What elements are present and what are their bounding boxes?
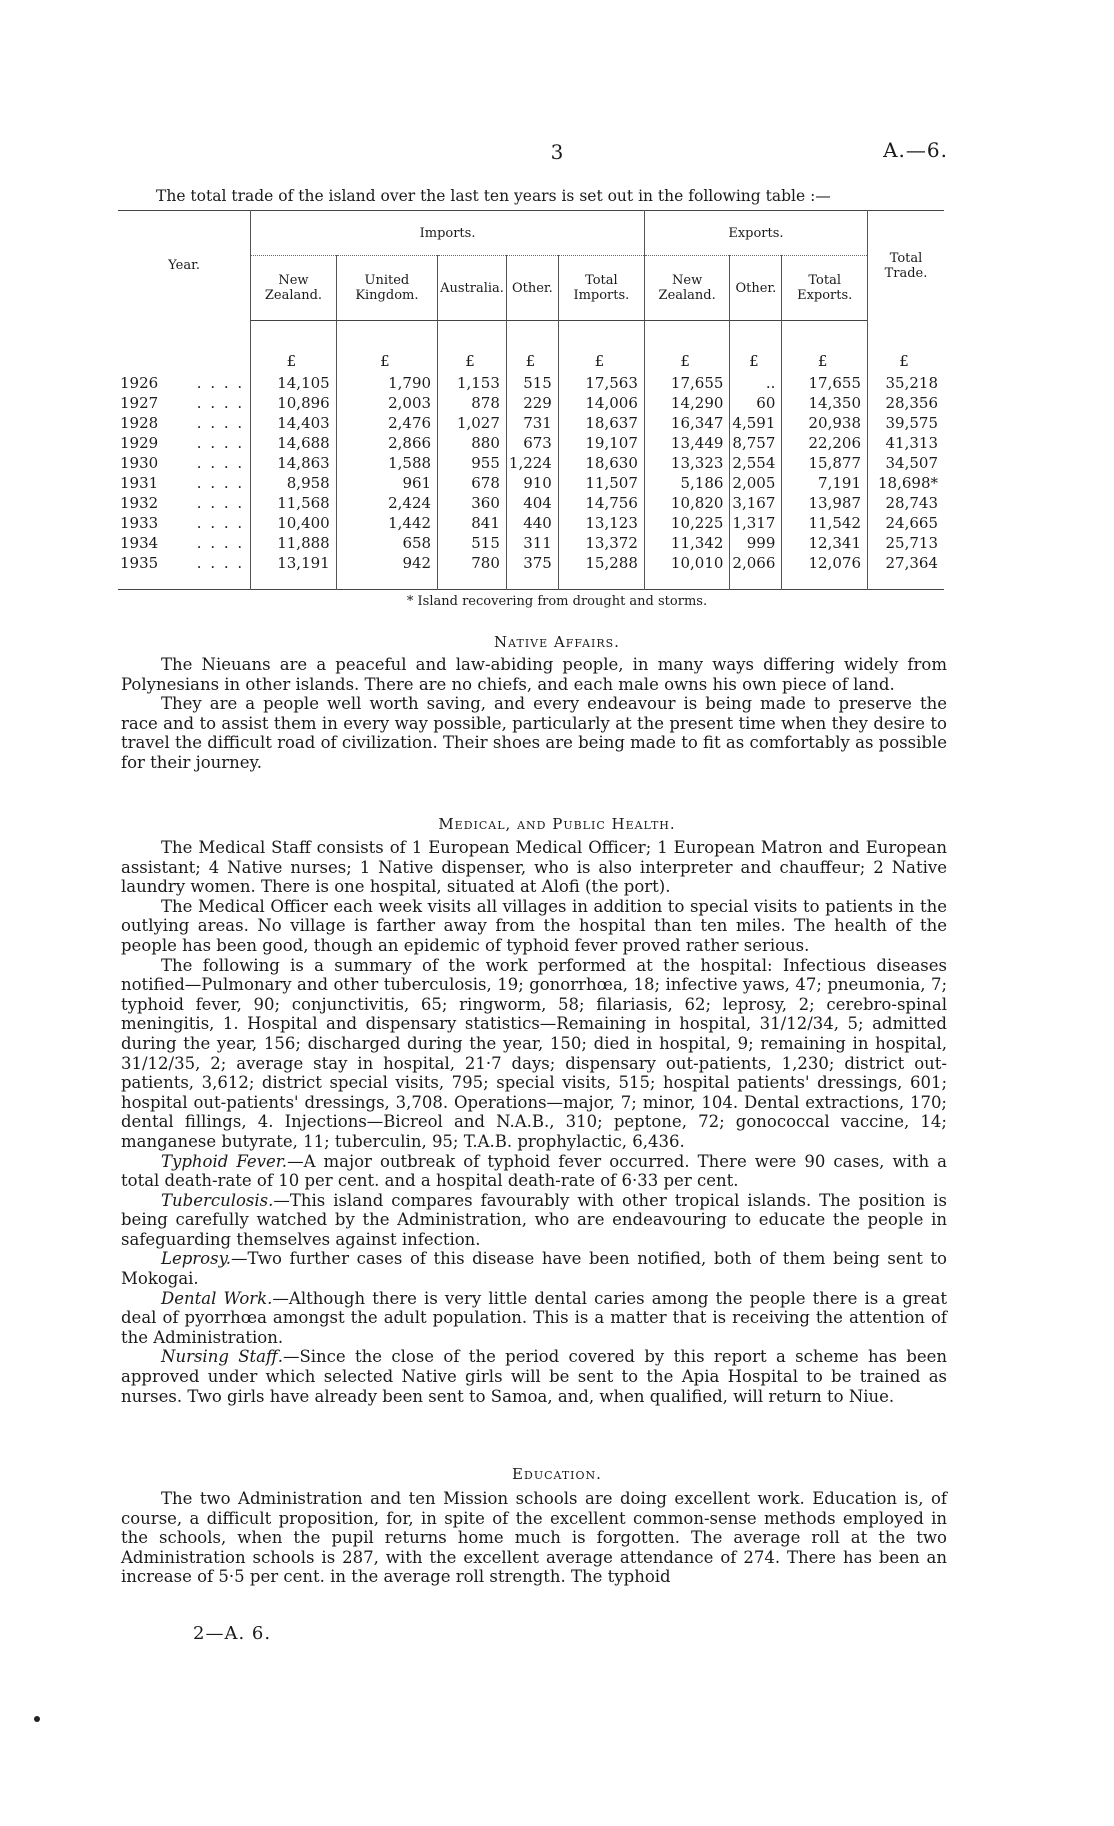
table-cell: 10,010 (644, 553, 730, 590)
table-cell: 27,364 (868, 553, 945, 590)
sub-header: Total Exports. (782, 256, 868, 321)
table-footnote: * Island recovering from drought and storms. (406, 594, 708, 609)
year-value: 1934 (120, 534, 159, 552)
table-cell: 12,341 (782, 533, 868, 553)
year-value: 1933 (120, 514, 159, 532)
table-cell: 999 (730, 533, 782, 553)
table-cell: 60 (730, 393, 782, 413)
table-row (118, 433, 944, 453)
table-cell: 14,105 (251, 373, 337, 393)
table-cell: 11,507 (558, 473, 644, 493)
year-cell (118, 433, 251, 453)
leader-dots: . . . . (196, 454, 245, 472)
sub-header: New Zealand. (644, 256, 730, 321)
leader-dots: . . . . (196, 514, 245, 532)
table-cell: 12,076 (782, 553, 868, 590)
table-cell: 8,757 (730, 433, 782, 453)
table-cell: 14,006 (558, 393, 644, 413)
leader-dots: . . . . (196, 474, 245, 492)
currency-cell: £ (644, 321, 730, 374)
table-cell: .. (730, 373, 782, 393)
table-cell: 658 (336, 533, 437, 553)
paragraph: The Nieuans are a peaceful and law-abiding people, in many ways differing widely from Polynesians in other islands. There are no chiefs, and each male owns his own piece of land. (121, 655, 947, 694)
medical-section (121, 838, 947, 1406)
table-cell: 14,756 (558, 493, 644, 513)
table-cell: 942 (336, 553, 437, 590)
group-exports: Exports. (644, 211, 867, 256)
table-cell: 4,591 (730, 413, 782, 433)
table-cell: 1,027 (438, 413, 507, 433)
table-cell: 780 (438, 553, 507, 590)
table-row (118, 533, 944, 553)
year-cell (118, 493, 251, 513)
currency-cell: £ (558, 321, 644, 374)
table-cell: 15,288 (558, 553, 644, 590)
paragraph-leprosy (121, 1249, 947, 1288)
table-cell: 5,186 (644, 473, 730, 493)
paragraph: The two Administration and ten Mission schools are doing excellent work. Education is, of course, a difficult proposition, for, in spite of the excellent common-sense methods employed in the schools, when the pupil returns home much is forgotten. The average roll at the two Administration schools is 287, with the excellent average attendance of 274. There has been an increase of 5·5 per cent. in the average roll strength. The typhoid (121, 1489, 947, 1587)
table-intro: The total trade of the island over the last ten years is set out in the following table :— (156, 187, 831, 205)
year-cell (118, 513, 251, 533)
table-cell: 311 (506, 533, 558, 553)
table-cell: 841 (438, 513, 507, 533)
table-cell: 11,888 (251, 533, 337, 553)
year-value: 1935 (120, 554, 159, 572)
table-cell: 18,637 (558, 413, 644, 433)
page-signature: 2—A. 6. (193, 1623, 272, 1644)
currency-cell: £ (730, 321, 782, 374)
table-cell: 10,225 (644, 513, 730, 533)
paragraph-typhoid (121, 1152, 947, 1191)
table-cell: 34,507 (868, 453, 945, 473)
table-cell: 13,987 (782, 493, 868, 513)
table-cell: 10,400 (251, 513, 337, 533)
table-cell: 13,191 (251, 553, 337, 590)
table-cell: 3,167 (730, 493, 782, 513)
education-section (121, 1489, 947, 1587)
year-value: 1931 (120, 474, 159, 492)
label-tuberculosis: Tuberculosis. (161, 1190, 274, 1210)
table-row (118, 513, 944, 533)
table-cell: 961 (336, 473, 437, 493)
leader-dots: . . . . (196, 434, 245, 452)
table-cell: 1,224 (506, 453, 558, 473)
blank-cell (118, 321, 251, 374)
col-year: Year. (168, 258, 200, 274)
table-cell: 14,350 (782, 393, 868, 413)
table-cell: 25,713 (868, 533, 945, 553)
year-value: 1932 (120, 494, 159, 512)
table-cell: 731 (506, 413, 558, 433)
table-cell: 28,743 (868, 493, 945, 513)
year-cell (118, 373, 251, 393)
table-cell: 15,877 (782, 453, 868, 473)
table-cell: 1,153 (438, 373, 507, 393)
table-cell: 2,003 (336, 393, 437, 413)
currency-cell: £ (868, 321, 945, 374)
table-cell: 10,820 (644, 493, 730, 513)
table-cell: 910 (506, 473, 558, 493)
table-cell: 678 (438, 473, 507, 493)
table-cell: 14,403 (251, 413, 337, 433)
paragraph-tuberculosis (121, 1191, 947, 1250)
table-cell: 229 (506, 393, 558, 413)
table-cell: 17,563 (558, 373, 644, 393)
sub-header: Other. (506, 256, 558, 321)
table-cell: 2,424 (336, 493, 437, 513)
table-cell: 14,863 (251, 453, 337, 473)
table-cell: 20,938 (782, 413, 868, 433)
table-cell: 13,123 (558, 513, 644, 533)
paragraph-dental (121, 1289, 947, 1348)
table-row (118, 493, 944, 513)
table-cell: 11,342 (644, 533, 730, 553)
table-cell: 1,588 (336, 453, 437, 473)
label-leprosy: Leprosy. (161, 1249, 231, 1269)
leader-dots: . . . . (196, 394, 245, 412)
year-cell (118, 413, 251, 433)
table-cell: 17,655 (644, 373, 730, 393)
leader-dots: . . . . (196, 374, 245, 392)
col-total-trade: Total Trade. (868, 211, 945, 321)
label-dental: Dental Work. (161, 1288, 273, 1308)
table-cell: 440 (506, 513, 558, 533)
table-cell: 515 (438, 533, 507, 553)
sub-header: Other. (730, 256, 782, 321)
table-cell: 24,665 (868, 513, 945, 533)
text-tuberculosis: —This island compares favourably with other tropical islands. The position is being carefully watched by the Administration, who are endeavouring to educate the people in safeguarding themselves against infection. (121, 1190, 947, 1249)
table-cell: 515 (506, 373, 558, 393)
paragraph: They are a people well worth saving, and every endeavour is being made to preserve the race and to assist them in every way possible, particularly at the present time when they desire to travel the difficult road of civilization. Their shoes are being made to fit as comfortably as possible for their journey. (121, 694, 947, 772)
sub-header: United Kingdom. (336, 256, 437, 321)
table-cell: 14,290 (644, 393, 730, 413)
table-row (118, 473, 944, 493)
leader-dots: . . . . (196, 534, 245, 552)
label-typhoid: Typhoid Fever. (161, 1151, 288, 1171)
table-cell: 955 (438, 453, 507, 473)
group-imports: Imports. (251, 211, 645, 256)
table-cell: 2,476 (336, 413, 437, 433)
table-cell: 41,313 (868, 433, 945, 453)
table-cell: 375 (506, 553, 558, 590)
currency-cell: £ (336, 321, 437, 374)
currency-row (118, 321, 944, 374)
table-cell: 22,206 (782, 433, 868, 453)
table-cell: 18,630 (558, 453, 644, 473)
table-cell: 35,218 (868, 373, 945, 393)
text-typhoid: —A major outbreak of typhoid fever occurred. There were 90 cases, with a total death-rate of 10 per cent. and a hospital death-rate of 6·33 per cent. (121, 1151, 947, 1191)
paragraph: The Medical Staff consists of 1 European Medical Officer; 1 European Matron and European assistant; 4 Native nurses; 1 Native dispenser, who is also interpreter and chauffeur; 2 Native laundry women. There is one hospital, situated at Alofi (the port). (121, 838, 947, 897)
text-dental: —Although there is very little dental caries among the people there is a great deal of pyorrhœa amongst the adult population. This is a matter that is receiving the attention of the Administration. (121, 1288, 947, 1347)
table-row (118, 373, 944, 393)
table-cell: 2,866 (336, 433, 437, 453)
table-cell: 13,372 (558, 533, 644, 553)
table-cell: 11,542 (782, 513, 868, 533)
table-row (118, 453, 944, 473)
trade-table (118, 210, 944, 590)
text-nursing: —Since the close of the period covered by this report a scheme has been approved under which selected Native girls will be sent to the Apia Hospital to be trained as nurses. Two girls have already been sent to Samoa, and, when qualified, will return to Niue. (121, 1347, 947, 1406)
table-cell: 13,323 (644, 453, 730, 473)
table-cell: 2,005 (730, 473, 782, 493)
table-cell: 10,896 (251, 393, 337, 413)
currency-cell: £ (438, 321, 507, 374)
currency-cell: £ (782, 321, 868, 374)
sub-header: New Zealand. (251, 256, 337, 321)
leader-dots: . . . . (196, 554, 245, 572)
table-cell: 39,575 (868, 413, 945, 433)
table-cell: 8,958 (251, 473, 337, 493)
year-value: 1929 (120, 434, 159, 452)
year-value: 1928 (120, 414, 159, 432)
table-cell: 16,347 (644, 413, 730, 433)
label-nursing: Nursing Staff. (161, 1347, 283, 1367)
table-cell: 18,698* (868, 473, 945, 493)
native-affairs-section (121, 655, 947, 773)
year-cell (118, 533, 251, 553)
currency-cell: £ (506, 321, 558, 374)
table-cell: 11,568 (251, 493, 337, 513)
year-value: 1926 (120, 374, 159, 392)
page-number: 3 (550, 140, 564, 164)
currency-cell: £ (251, 321, 337, 374)
table-cell: 13,449 (644, 433, 730, 453)
table-cell: 28,356 (868, 393, 945, 413)
heading-medical: Medical, and Public Health. (438, 815, 676, 833)
table-row (118, 413, 944, 433)
sub-header: Total Imports. (558, 256, 644, 321)
table-row (118, 553, 944, 590)
year-value: 1927 (120, 394, 159, 412)
year-cell (118, 453, 251, 473)
year-cell (118, 553, 251, 590)
table-cell: 17,655 (782, 373, 868, 393)
table-row (118, 393, 944, 413)
table-cell: 1,790 (336, 373, 437, 393)
leader-dots: . . . . (196, 414, 245, 432)
year-value: 1930 (120, 454, 159, 472)
trade-table-body (118, 321, 944, 590)
table-cell: 360 (438, 493, 507, 513)
table-cell: 7,191 (782, 473, 868, 493)
paragraph: The Medical Officer each week visits all villages in addition to special visits to patients in the outlying areas. No village is farther away from the hospital than ten miles. The health of the people has been good, though an epidemic of typhoid fever proved rather serious. (121, 896, 947, 955)
text-leprosy: —Two further cases of this disease have been notified, both of them being sent to Mokogai. (121, 1249, 947, 1289)
table-cell: 14,688 (251, 433, 337, 453)
year-cell (118, 393, 251, 413)
table-cell: 673 (506, 433, 558, 453)
table-cell: 404 (506, 493, 558, 513)
paragraph-nursing (121, 1347, 947, 1406)
heading-native-affairs: Native Affairs. (494, 633, 620, 651)
document-code: A.—6. (883, 138, 948, 162)
table-cell: 1,317 (730, 513, 782, 533)
table-cell: 19,107 (558, 433, 644, 453)
year-cell (118, 473, 251, 493)
leader-dots: . . . . (196, 494, 245, 512)
table-cell: 2,554 (730, 453, 782, 473)
sub-header: Australia. (438, 256, 507, 321)
ink-dot (34, 1716, 40, 1722)
paragraph: The following is a summary of the work performed at the hospital: Infectious diseases notified—Pulmonary and other tuberculosis, 19; gonorrhœa, 18; infective yaws, 47; pneumonia, 7; typhoid fever, 90; conjunctivitis, 65; ringworm, 58; filariasis, 62; leprosy, 2; cerebro-spinal meningitis, 1. Hospital and dispensary statistics—Remaining in hospital, 31/12/34, 5; admitted during the year, 156; discharged during the year, 150; died in hospital, 9; remaining in hospital, 31/12/35, 2; average stay in hospital, 21·7 days; dispensary out-patients, 1,230; district out-patients, 3,612; district special visits, 795; special visits, 515; hospital patients' dressings, 601; hospital out-patients' dressings, 3,708. Operations—major, 7; minor, 104. Dental extractions, 170; dental fillings, 4. Injections—Bicreol and N.A.B., 310; peptone, 72; gonococcal vaccine, 14; manganese butyrate, 11; tuberculin, 95; T.A.B. prophylactic, 6,436. (121, 955, 947, 1151)
table-cell: 2,066 (730, 553, 782, 590)
table-cell: 878 (438, 393, 507, 413)
heading-education: Education. (512, 1465, 602, 1483)
table-cell: 880 (438, 433, 507, 453)
table-cell: 1,442 (336, 513, 437, 533)
